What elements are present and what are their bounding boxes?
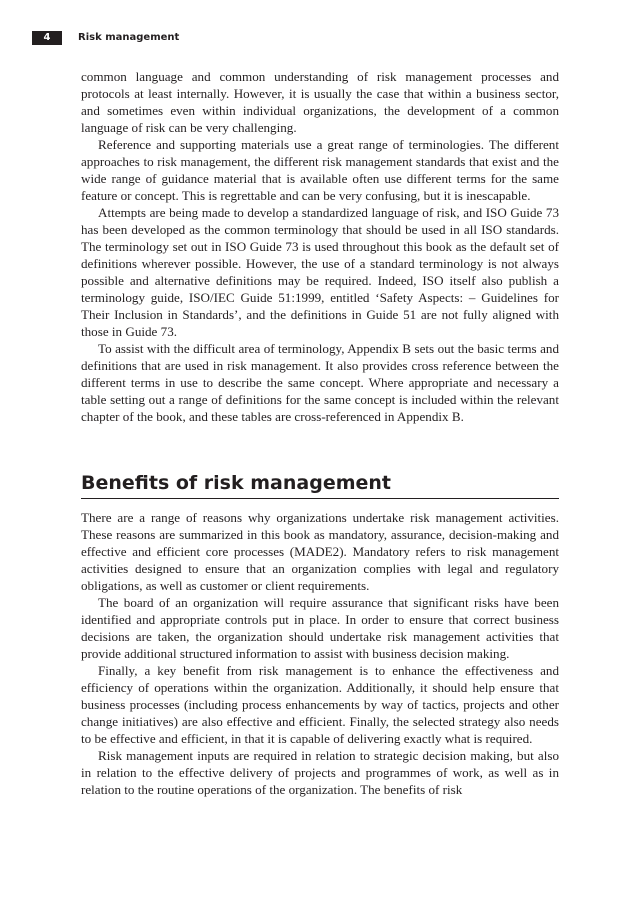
paragraph: There are a range of reasons why organizations undertake risk management activities. These reasons are summarized in this book as mandatory, assurance, decision-making and effective and efficient core processes (MADE2). Mandatory refers to risk management activities designed to ensure that an organization complies with legal and regulatory obligations, as well as customer or client requirements. (81, 510, 559, 593)
paragraph: Risk management inputs are required in relation to strategic decision making, but also in relation to the effective delivery of projects and programmes of work, as well as in relation to the routine operations of the organization. The benefits of risk (81, 748, 559, 797)
paragraph: Finally, a key benefit from risk management is to enhance the effectiveness and efficiency of operations within the organization. Additionally, it should help ensure that business processes (including process enhancements by way of tactics, projects and other change initiatives) are also effective and efficient. Finally, the selected strategy also needs to be effective and efficient, in that it is capable of delivering exactly what is required. (81, 663, 559, 746)
section-heading: Benefits of risk management (81, 471, 559, 499)
paragraph: Attempts are being made to develop a standardized language of risk, and ISO Guide 73 has been developed as the common terminology that should be used in all ISO standards. The terminology set out in ISO Guide 73 is used throughout this book as the default set of definitions wherever possible. However, the use of a standard terminology is not always possible and alternative definitions may be required. Indeed, ISO itself also publish a terminology guide, ISO/IEC Guide 51:1999, entitled ‘Safety Aspects: – Guidelines for Their Inclusion in Standards’, and the definitions in Guide 51 are not fully aligned with those in Guide 73. (81, 205, 559, 339)
paragraph: Reference and supporting materials use a great range of terminologies. The different approaches to risk management, the different risk management standards that exist and the wide range of guidance material that is available often use different terms for the same feature or concept. This is regrettable and can be very confusing, but it is inescapable. (81, 137, 559, 203)
running-title: Risk management (78, 32, 180, 43)
paragraph: common language and common understanding of risk management processes and protocols at least internally. However, it is usually the case that within a business sector, and sometimes even within individual organizations, the development of a common language of risk can be very challenging. (81, 69, 559, 135)
page-header (32, 30, 179, 46)
continued-text-block (81, 68, 559, 425)
section-text-block (81, 509, 559, 798)
paragraph: The board of an organization will require assurance that significant risks have been identified and appropriate controls put in place. In order to ensure that correct business decisions are taken, the organization should undertake risk management activities that provide additional structured information to assist with business decision making. (81, 595, 559, 661)
page-number: 4 (32, 31, 62, 45)
paragraph: To assist with the difficult area of terminology, Appendix B sets out the basic terms and definitions that are used in risk management. It also provides cross reference between the different terms in use to describe the same concept. Where appropriate and necessary a table setting out a range of definitions for the same concept is included within the relevant chapter of the book, and these tables are cross-referenced in Appendix B. (81, 341, 559, 424)
